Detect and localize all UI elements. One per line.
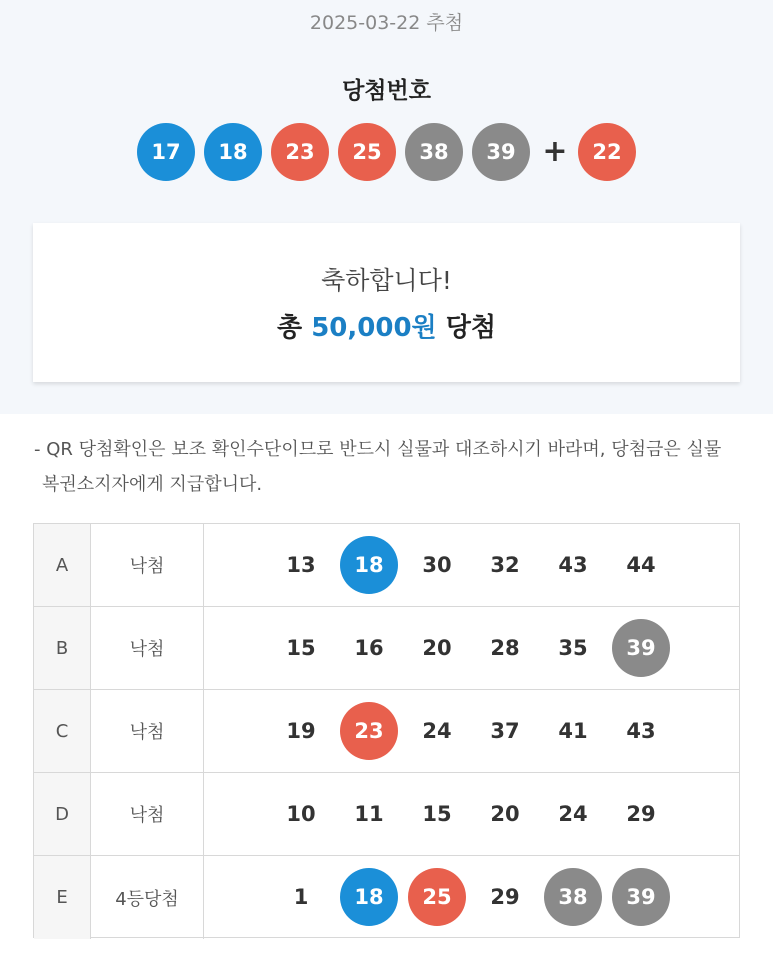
- notice-line: - QR 당첨확인은 보조 확인수단이므로 반드시 실물과 대조하시기 바라며, 당첨금은 실물: [34, 439, 722, 460]
- game-number: 37: [490, 719, 520, 743]
- matched-number-ball: 18: [340, 536, 398, 594]
- game-number: 20: [422, 636, 452, 660]
- winning-ball: 39: [472, 123, 530, 181]
- game-status: 낙첨: [91, 773, 204, 855]
- game-number: 20: [490, 802, 520, 826]
- game-label: E: [34, 856, 91, 939]
- game-number: 43: [558, 553, 588, 577]
- matched-number-ball: 25: [408, 868, 466, 926]
- game-number: 15: [422, 802, 452, 826]
- winning-ball: 18: [204, 123, 262, 181]
- bonus-ball: 22: [578, 123, 636, 181]
- game-number: 24: [558, 802, 588, 826]
- game-row-e: [34, 856, 739, 939]
- prize-prefix: 총: [277, 313, 312, 343]
- game-row-c: [34, 690, 739, 773]
- game-row-d: [34, 773, 739, 856]
- game-number: 35: [558, 636, 588, 660]
- prize-summary: [33, 307, 740, 344]
- matched-number-ball: 39: [612, 619, 670, 677]
- winning-ball: 17: [137, 123, 195, 181]
- prize-suffix: 당첨: [436, 313, 496, 343]
- game-number: 30: [422, 553, 452, 577]
- winning-ball: 25: [338, 123, 396, 181]
- game-number: 16: [354, 636, 384, 660]
- game-row-b: [34, 607, 739, 690]
- winning-ball: 23: [271, 123, 329, 181]
- matched-number-ball: 38: [544, 868, 602, 926]
- congrats-message: 축하합니다!: [321, 266, 452, 295]
- game-number: 11: [354, 802, 384, 826]
- draw-date: 2025-03-22 추첨: [309, 12, 464, 34]
- game-label: C: [34, 690, 91, 772]
- winning-numbers-panel: [0, 0, 773, 414]
- winning-ball: 38: [405, 123, 463, 181]
- game-status: 낙첨: [91, 690, 204, 772]
- game-number: 19: [286, 719, 316, 743]
- game-status: 낙첨: [91, 524, 204, 606]
- game-row-a: [34, 524, 739, 607]
- game-number: 1: [293, 885, 309, 909]
- winning-numbers-title: 당첨번호: [342, 78, 431, 104]
- prize-amount: 50,000원: [311, 313, 437, 343]
- game-label: B: [34, 607, 91, 689]
- game-number: 24: [422, 719, 452, 743]
- matched-number-ball: 39: [612, 868, 670, 926]
- matched-number-ball: 23: [340, 702, 398, 760]
- game-label: A: [34, 524, 91, 606]
- result-card: [33, 223, 740, 382]
- notice-text: [34, 432, 744, 502]
- game-status: 낙첨: [91, 607, 204, 689]
- game-number: 43: [626, 719, 656, 743]
- plus-icon: +: [542, 134, 568, 169]
- game-number: 15: [286, 636, 316, 660]
- game-number: 44: [626, 553, 656, 577]
- game-number: 13: [286, 553, 316, 577]
- game-number: 29: [490, 885, 520, 909]
- game-label: D: [34, 773, 91, 855]
- game-status: 4등당첨: [91, 856, 204, 939]
- game-number: 32: [490, 553, 520, 577]
- game-number: 41: [558, 719, 588, 743]
- game-number: 10: [286, 802, 316, 826]
- matched-number-ball: 18: [340, 868, 398, 926]
- game-number: 28: [490, 636, 520, 660]
- notice-line: 복권소지자에게 지급합니다.: [42, 474, 263, 495]
- game-number: 29: [626, 802, 656, 826]
- ticket-results-table: [33, 523, 740, 938]
